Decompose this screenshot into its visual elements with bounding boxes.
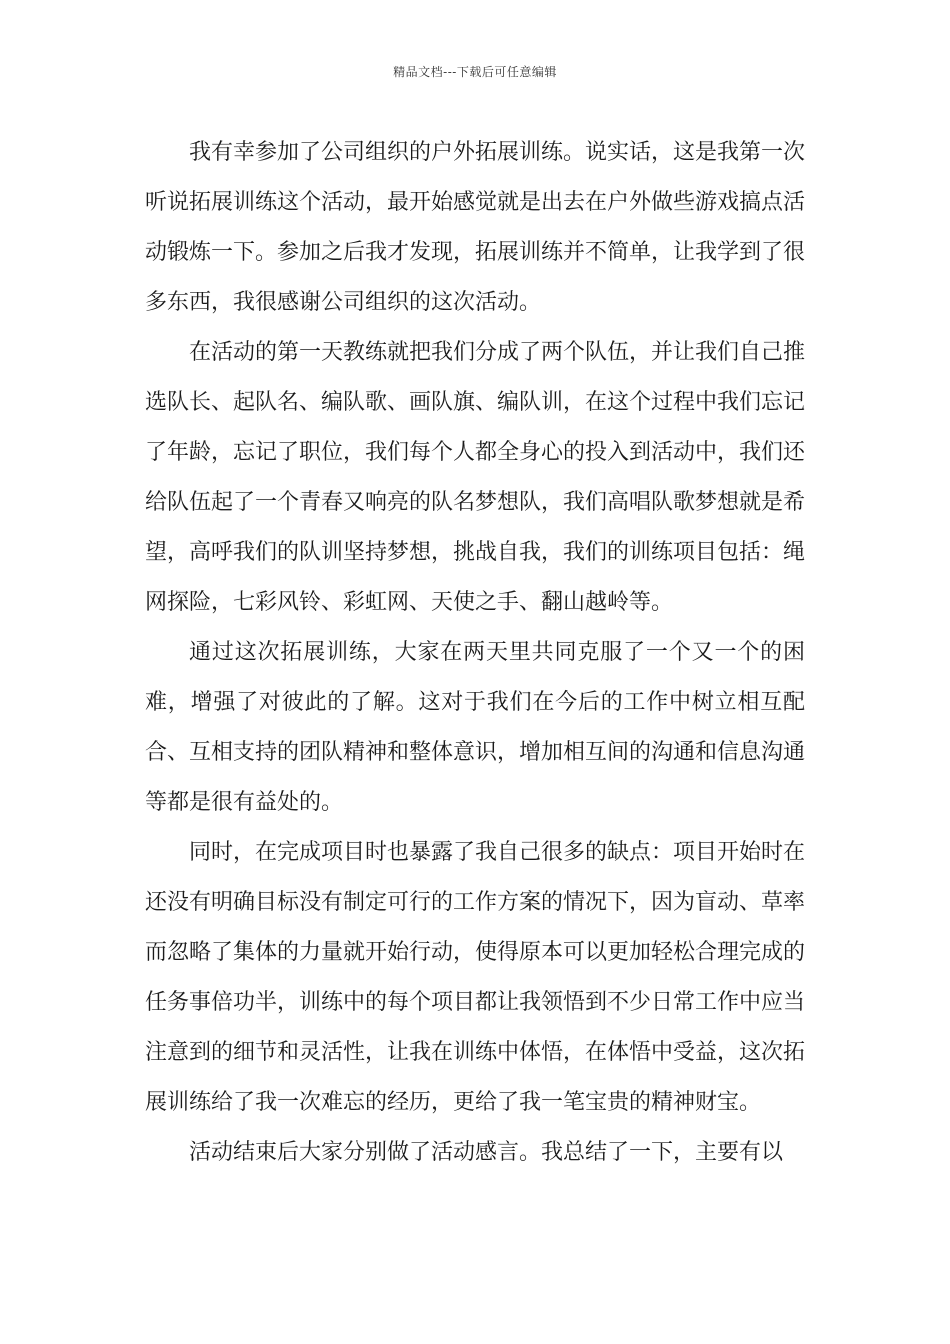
paragraph-5: 活动结束后大家分别做了活动感言。我总结了一下，主要有以 <box>189 1140 784 1165</box>
document-body <box>145 128 805 1178</box>
page-header: 精品文档---下载后可任意编辑 <box>393 65 557 79</box>
paragraph-3: 通过这次拓展训练，大家在两天里共同克服了一个又一个的困难，增强了对彼此的了解。这对于我们在今后的工作中树立相互配合、互相支持的团队精神和整体意识，增加相互间的沟通和信息沟通等都是很有益处的。 <box>145 640 806 815</box>
paragraph-2: 在活动的第一天教练就把我们分成了两个队伍，并让我们自己推选队长、起队名、编队歌、画队旗、编队训，在这个过程中我们忘记了年龄，忘记了职位，我们每个人都全身心的投入到活动中，我们还给队伍起了一个青春又响亮的队名梦想队，我们高唱队歌梦想就是希望，高呼我们的队训坚持梦想，挑战自我，我们的训练项目包括：绳网探险，七彩风铃、彩虹网、天使之手、翻山越岭等。 <box>145 340 806 615</box>
paragraph-4: 同时，在完成项目时也暴露了我自己很多的缺点：项目开始时在还没有明确目标没有制定可行的工作方案的情况下，因为盲动、草率而忽略了集体的力量就开始行动，使得原本可以更加轻松合理完成的任务事倍功半，训练中的每个项目都让我领悟到不少日常工作中应当注意到的细节和灵活性，让我在训练中体悟，在体悟中受益，这次拓展训练给了我一次难忘的经历，更给了我一笔宝贵的精神财宝。 <box>145 840 806 1115</box>
paragraph-1: 我有幸参加了公司组织的户外拓展训练。说实话，这是我第一次听说拓展训练这个活动，最开始感觉就是出去在户外做些游戏搞点活动锻炼一下。参加之后我才发现，拓展训练并不简单，让我学到了很多东西，我很感谢公司组织的这次活动。 <box>145 140 806 315</box>
